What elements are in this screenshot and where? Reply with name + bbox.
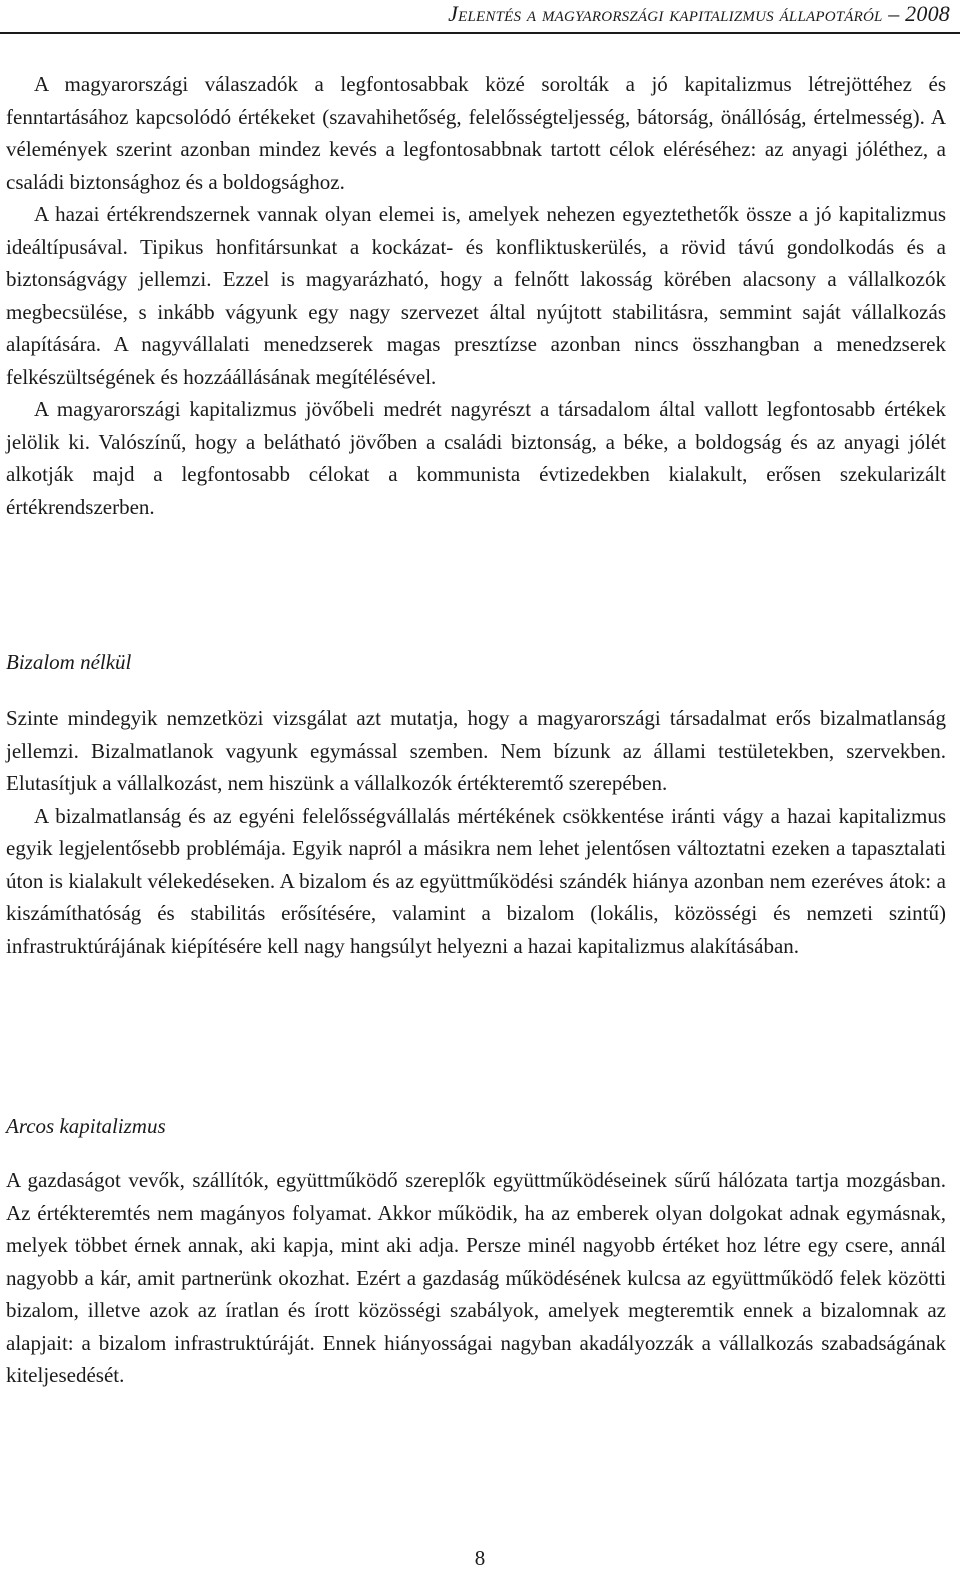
paragraph: A hazai értékrendszernek vannak olyan elemei is, amelyek nehezen egyeztethetők össze a jó kapitalizmus ideáltípusával. Tipikus honfitársunkat a kockázat- és konfliktuskerülés, a rövid távú gondolkodás és a biztonságvágy jellemzi. Ezzel is magyarázható, hogy a felnőtt lakosság körében alacsony a vállalkozók megbecsülése, s inkább vágyunk egy nagy szervezet által nyújtott stabilitásra, semmint saját vállalkozás alapítására. A nagyvállalati menedzserek magas presztízse azonban nincs összhangban a menedzserek felkészültségének és hozzáállásának megítélésével. — [6, 202, 946, 389]
paragraph: A magyarországi válaszadók a legfontosabbak közé sorolták a jó kapitalizmus létrejöttéhez és fenntartásához kapcsolódó értékeket (szavahihetőség, felelősségteljesség, bátorság, önállóság, értelmesség). A vélemények szerint azonban mindez kevés a legfontosabbnak tartott célok eléréséhez: az anyagi jóléthez, a családi biztonsághoz és a boldogsághoz. — [6, 72, 946, 194]
section-text-block-bizalom — [6, 702, 946, 962]
paragraph: Szinte mindegyik nemzetközi vizsgálat azt mutatja, hogy a magyarországi társadalmat erős bizalmatlanság jellemzi. Bizalmatlanok vagyunk egymással szemben. Nem bízunk az állami testületekben, szervekben. Elutasítjuk a vállalkozást, nem hiszünk a vállalkozók értékteremtő szerepében. — [6, 706, 946, 795]
intro-text-block — [6, 68, 946, 523]
page-number: 8 — [474, 1546, 486, 1570]
paragraph: A bizalmatlanság és az egyéni felelősségvállalás mértékének csökkentése iránti vágy a hazai kapitalizmus egyik legjelentősebb problémája. Egyik napról a másikra nem lehet jelentősen változtatni ezeken a tapasztalati úton is kialakult vélekedéseken. A bizalom és az együttműködési szándék hiánya azonban nem ezeréves átok: a kiszámíthatóság és stabilitás erősítésére, valamint a bizalom (lokális, közösségi és nemzeti szintű) infrastruktúrájának kiépítésére kell nagy hangsúlyt helyezni a hazai kapitalizmus alakításában. — [6, 803, 946, 958]
section-heading-bizalom-nelkul: Bizalom nélkül — [6, 650, 132, 674]
section-text-block-arcos — [6, 1164, 946, 1392]
header-rule — [0, 32, 960, 34]
paragraph: A magyarországi kapitalizmus jövőbeli medrét nagyrészt a társadalom által vallott legfontosabb értékek jelölik ki. Valószínű, hogy a belátható jövőben a családi biztonság, a béke, a boldogság és az anyagi jólét alkotják majd a legfontosabb célokat a kommunista évtizedekben kialakult, erősen szekularizált értékrendszerben. — [6, 397, 946, 519]
running-header-title: Jelentés a magyarországi kapitalizmus állapotáról – 2008 — [448, 1, 950, 26]
section-heading-arcos-kapitalizmus: Arcos kapitalizmus — [6, 1114, 166, 1138]
paragraph: A gazdaságot vevők, szállítók, együttműködő szereplők együttműködéseinek sűrű hálózata tartja mozgásban. Az értékteremtés nem magányos folyamat. Akkor működik, ha az emberek olyan dolgokat adnak egymásnak, melyek többet érnek annak, aki kapja, mint aki adja. Persze minél nagyobb értéket hoz létre egy csere, annál nagyobb a kár, amit partnerünk okozhat. Ezért a gazdaság működésének kulcsa az együttműködő felek közötti bizalom, illetve azok az íratlan és írott közösségi szabályok, amelyek megteremtik ennek a bizalomnak az alapjait: a bizalom infrastruktúráját. Ennek hiányosságai nagyban akadályozzák a vállalkozás szabadságának kiteljesedését. — [6, 1168, 946, 1387]
